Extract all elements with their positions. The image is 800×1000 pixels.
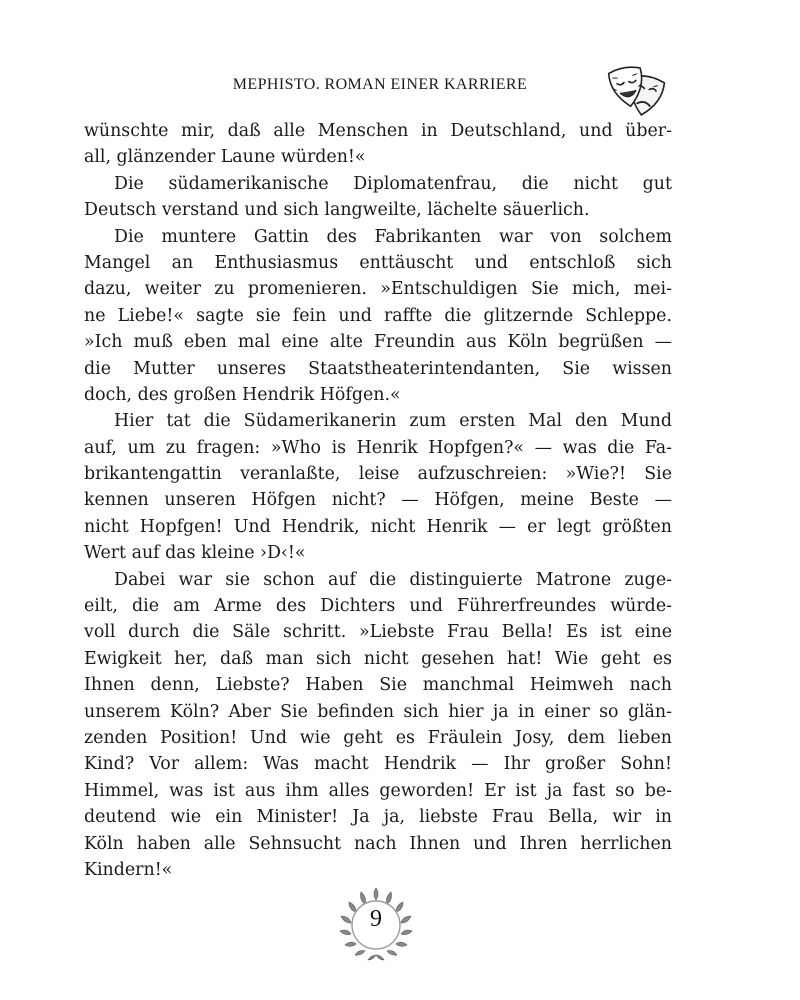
body-text [84,118,672,883]
text-line: brikantengattin veranlaßte, leise aufzuschreien: »Wie?! Sie [84,464,672,485]
text-line: wünschte mir, daß alle Menschen in Deutschland, und über- [84,121,672,141]
text-line: »Ich muß eben mal eine alte Freundin aus Köln begrüßen — [84,332,672,353]
text-line: Die muntere Gattin des Fabrikanten war von solchem [114,226,672,247]
text-line: Deutsch verstand und sich langweilte, lächelte säuerlich. [84,200,590,221]
text-line: die Mutter unseres Staatstheaterintendanten, Sie wissen [84,358,672,379]
text-line: Dabei war sie schon auf die distinguierte Matrone zuge- [114,569,672,590]
text-line: Himmel, was ist aus ihm alles geworden! Er ist ja fast so be- [84,780,672,801]
text-line: Kindern!« [84,859,173,880]
text-line: doch, des großen Hendrik Höfgen.« [84,384,401,405]
text-line: Ihnen denn, Liebste? Haben Sie manchmal Heimweh nach [84,675,672,696]
text-line: Hier tat die Südamerikanerin zum ersten Mal den Mund [114,411,672,432]
page-number: 9 [370,906,382,932]
text-line: Wert auf das kleine ›D‹!« [84,543,306,564]
theatre-masks-icon [602,66,674,116]
page-number-ornament [331,880,421,970]
text-line: Mangel an Enthusiasmus enttäuscht und entschloß sich [84,252,672,273]
running-head-title: MEPHISTO. ROMAN EINER KARRIERE [232,76,528,93]
text-line: auf, um zu fragen: »Who is Henrik Hopfgen?« — was die Fa- [84,437,672,458]
text-line: Köln haben alle Sehnsucht nach Ihnen und Ihren herrlichen [84,833,672,854]
text-line: all, glänzender Laune würden!« [84,147,366,168]
text-line: deutend wie ein Minister! Ja ja, liebste Frau Bella, wir in [84,807,672,828]
text-line: Die südamerikanische Diplomatenfrau, die nicht gut [114,173,672,194]
text-line: dazu, weiter zu promenieren. »Entschuldigen Sie mich, mei- [84,279,672,300]
text-line: eilt, die am Arme des Dichters und Führerfreundes würde- [84,596,672,617]
text-line: Ewigkeit her, daß man sich nicht gesehen hat! Wie geht es [84,648,672,669]
text-line: Kind? Vor allem: Was macht Hendrik — Ihr großer Sohn! [84,754,672,775]
text-line: ne Liebe!« sagte sie fein und raffte die glitzernde Schleppe. [84,305,672,326]
text-line: zenden Position! Und wie geht es Fräulein Josy, dem lieben [84,727,672,748]
text-line: nicht Hopfgen! Und Hendrik, nicht Henrik — er legt größten [84,516,672,537]
text-line: voll durch die Säle schritt. »Liebste Frau Bella! Es ist eine [84,622,672,643]
text-line: kennen unseren Höfgen nicht? — Höfgen, meine Beste — [84,490,672,511]
text-line: unserem Köln? Aber Sie befinden sich hier ja in einer so glän- [84,701,672,722]
